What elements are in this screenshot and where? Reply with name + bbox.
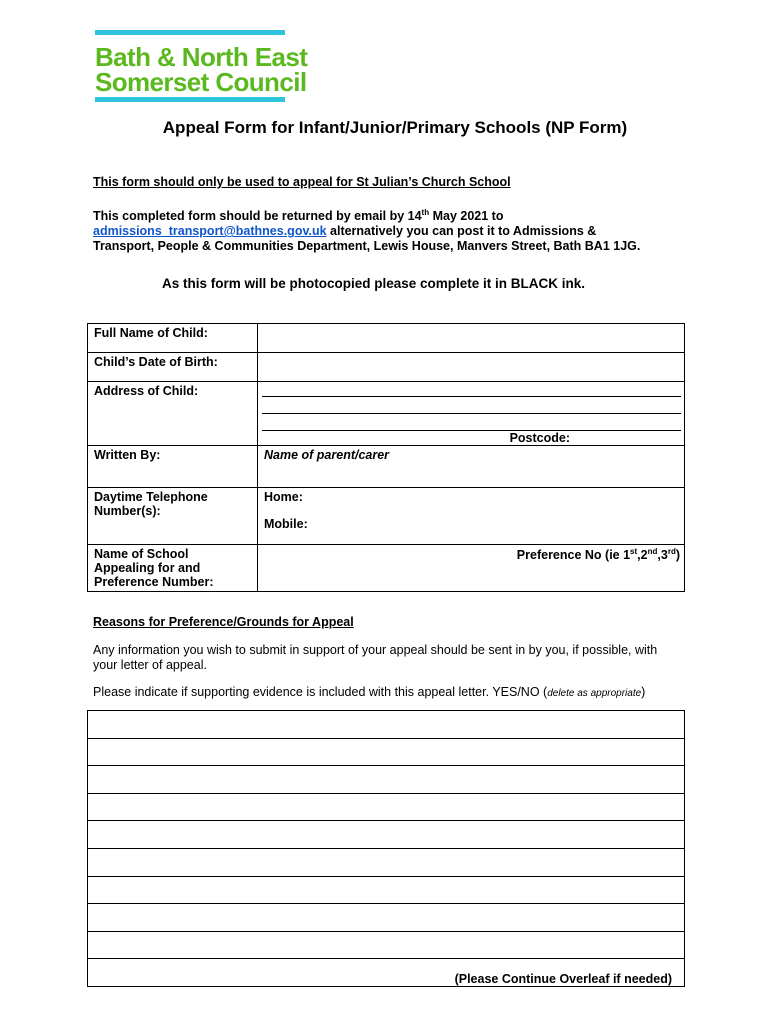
home-phone-label: Home: [264,490,303,504]
page-title: Appeal Form for Infant/Junior/Primary Schools (NP Form) [162,118,628,137]
reason-line[interactable] [88,821,685,849]
return-date-suffix: th [421,208,430,217]
return-address: Transport, People & Communities Department, Lewis House, Manvers Street, Bath BA1 1JG. [93,239,641,254]
school-label-line-1: Name of School [94,547,189,561]
written-by-field[interactable] [258,446,685,488]
supporting-info-text [93,643,657,673]
council-logo-line-1: Bath & North East [95,42,308,72]
council-logo-line-2: Somerset Council [95,67,307,97]
logo-bottom-line [95,97,285,102]
return-text-part2: May 2021 to [429,209,504,224]
school-label-line-2: Appealing for and [94,561,201,575]
return-instructions [93,205,693,254]
reason-line[interactable] [88,711,685,739]
address-field[interactable] [258,382,685,446]
reason-line[interactable] [88,738,685,766]
dob-label: Child’s Date of Birth: [88,353,258,382]
phone-label-line-1: Daytime Telephone [94,490,208,504]
postcode-label: Postcode: [509,431,570,445]
address-label: Address of Child: [88,382,258,446]
address-line-3[interactable] [262,416,681,431]
school-field[interactable] [258,545,685,592]
return-text-part3: alternatively you can post it to Admissions & [326,224,597,239]
full-name-field[interactable] [258,324,685,353]
child-details-table [87,323,685,592]
reasons-heading: Reasons for Preference/Grounds for Appeal [93,615,354,629]
preference-number-label: Preference No (ie 1st,2nd,3rd) [516,547,680,563]
address-line-2[interactable] [262,399,681,414]
supporting-info-line-1: Any information you wish to submit in support of your appeal should be sent in by you, if possible, with [93,643,658,657]
reason-line-last[interactable] [88,959,685,987]
reason-line[interactable] [88,876,685,904]
reason-line[interactable] [88,931,685,959]
school-label [88,545,258,592]
evidence-end: ) [641,685,646,699]
evidence-text: Please indicate if supporting evidence is included with this appeal letter. YES/NO ( [93,685,548,699]
continue-overleaf-note: (Please Continue Overleaf if needed) [454,971,672,986]
logo-top-line [95,30,285,35]
reasons-table [87,710,685,987]
full-name-label: Full Name of Child: [88,324,258,353]
reason-line[interactable] [88,766,685,794]
address-line-1[interactable] [262,382,681,397]
mobile-phone-label: Mobile: [264,517,308,531]
evidence-hint: delete as appropriate [547,688,642,699]
phone-label [88,488,258,545]
reason-line[interactable] [88,793,685,821]
reason-line[interactable] [88,848,685,876]
return-text-part1: This completed form should be returned by email by 14 [93,209,422,224]
written-by-label: Written By: [88,446,258,488]
reason-line[interactable] [88,904,685,932]
supporting-info-line-2: your letter of appeal. [93,658,207,672]
phone-field[interactable] [258,488,685,545]
evidence-question [93,685,645,699]
dob-field[interactable] [258,353,685,382]
parent-carer-hint: Name of parent/carer [264,448,390,462]
form-usage-notice: This form should only be used to appeal for St Julian’s Church School [93,175,511,189]
phone-label-line-2: Number(s): [94,504,161,518]
school-label-line-3: Preference Number: [94,575,214,589]
black-ink-note: As this form will be photocopied please complete it in BLACK ink. [162,276,586,291]
admissions-email-link[interactable]: admissions_transport@bathnes.gov.uk [93,224,327,239]
